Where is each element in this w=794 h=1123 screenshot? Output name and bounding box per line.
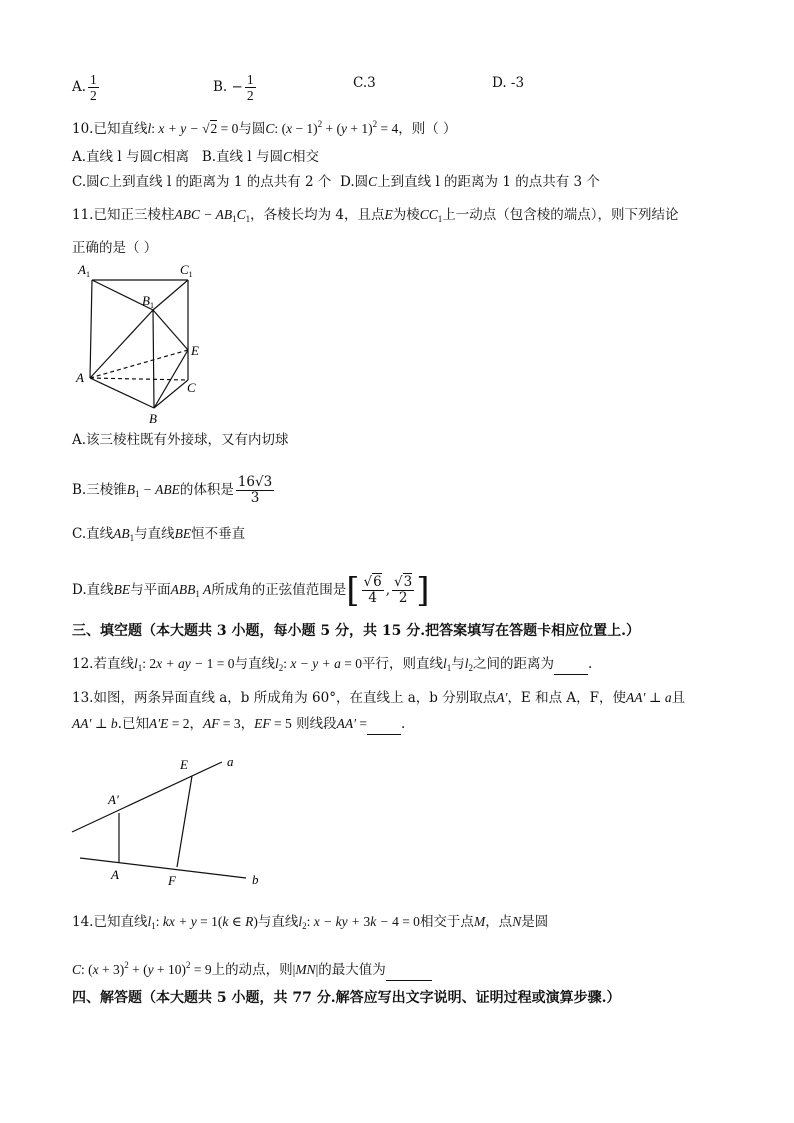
q11-b-volume-fraction: $\frac{16√3}{3}$	[237, 474, 273, 506]
q10-options-ab: A.直线 l 与圆C相离 B.直线 l 与圆C相交	[72, 149, 319, 165]
q11-d-range-low: $\frac{√6}{4}$	[363, 574, 382, 606]
q9-option-b: B. − $\frac{1}{2}$	[213, 72, 254, 103]
q9-option-c: C.3	[353, 75, 376, 91]
q14-answer-blank[interactable]	[386, 960, 432, 981]
q10-stem: 10.已知直线l: x + y − √2 = 0与圆C: $(x - 1)^2 + (y + 1)^2 = 4$，则（ ）	[72, 119, 457, 137]
fig11-label-c1: $C_1$	[180, 262, 193, 279]
q11-stem-line2: 正确的是（ ）	[72, 240, 158, 256]
section-3-heading: 三、填空题（本大题共 3 小题，每小题 5 分，共 15 分.把答案填写在答题卡相应位置上.）	[72, 623, 640, 639]
q13-stem-line2: AA′ ⊥ b.已知A′E = 2，AF = 3，EF = 5 则线段AA′ = .	[72, 714, 405, 735]
fig11-label-b1: $B_1$	[142, 293, 154, 310]
q11-option-a: A.该三棱柱既有外接球，又有内切球	[72, 432, 289, 448]
section-4-heading: 四、解答题（本大题共 5 小题，共 77 分.解答应写出文字说明、证明过程或演算步骤.）	[72, 990, 621, 1006]
fig13-label-line-a: a	[227, 754, 234, 769]
fig11-label-a: A	[76, 370, 84, 385]
fig11-label-b: B	[149, 411, 157, 426]
q14-stem-line2: C: $(x + 3)^2 + (y + 10)^2 = 9$上的动点，则|MN|的最大值为	[72, 955, 432, 981]
fig13-label-e: E	[180, 757, 188, 772]
q10-options-cd: C.圆C上到直线 l 的距离为 1 的点共有 2 个 D.圆C上到直线 l 的距离为 1 的点共有 3 个	[72, 174, 600, 190]
q13-stem-line1: 13.如图，两条异面直线 a，b 所成角为 60°，在直线上 a，b 分别取点A′，E 和点 A，F，使AA′ ⊥ a且	[72, 690, 686, 706]
q11-option-c: C.直线$AB_1$与直线BE恒不垂直	[72, 526, 246, 543]
q9-a-fraction: $\frac{1}{2}$	[90, 72, 97, 103]
q12-stem: 12.若直线$l_1$: 2x + ay − 1 = 0与直线$l_2$: x − y + a = 0平行，则直线$l_1$与$l_2$之间的距离为 .	[72, 656, 593, 673]
fig11-label-c: C	[187, 380, 196, 395]
q13-skew-lines-figure	[70, 752, 280, 892]
q11-stem: 11.已知正三棱柱ABC − $AB_1C_1$，各棱长均为 4，且点E为棱$CC_1$上一动点（包含棱的端点），则下列结论	[72, 207, 679, 224]
q14-stem-line1: 14.已知直线$l_1$: kx + y = 1(k ∈ R)与直线$l_2$: x − ky + 3k − 4 = 0相交于点M，点N是圆	[72, 914, 549, 931]
q9-option-a: A. $\frac{1}{2}$	[72, 72, 97, 103]
q11-prism-figure	[70, 258, 210, 428]
fig13-label-a: A	[111, 867, 119, 882]
q12-answer-blank[interactable]	[554, 654, 588, 675]
q13-answer-blank[interactable]	[367, 714, 401, 735]
q11-d-range-high: $\frac{√3}{2}$	[394, 574, 413, 606]
fig13-label-a-prime: A′	[108, 792, 119, 807]
fig13-label-f: F	[168, 873, 176, 888]
q10-circle-eq: C: $(x - 1)^2 + (y + 1)^2 = 4$	[265, 119, 399, 136]
fig13-label-line-b: b	[252, 872, 259, 887]
fig11-label-a1: $A_1$	[78, 262, 90, 279]
q9-option-d: D. -3	[492, 75, 525, 91]
fig11-label-e: E	[191, 343, 199, 358]
q9-b-fraction: $\frac{1}{2}$	[246, 72, 254, 103]
q10-line-eq: l: x + y − √2 = 0	[147, 121, 239, 136]
